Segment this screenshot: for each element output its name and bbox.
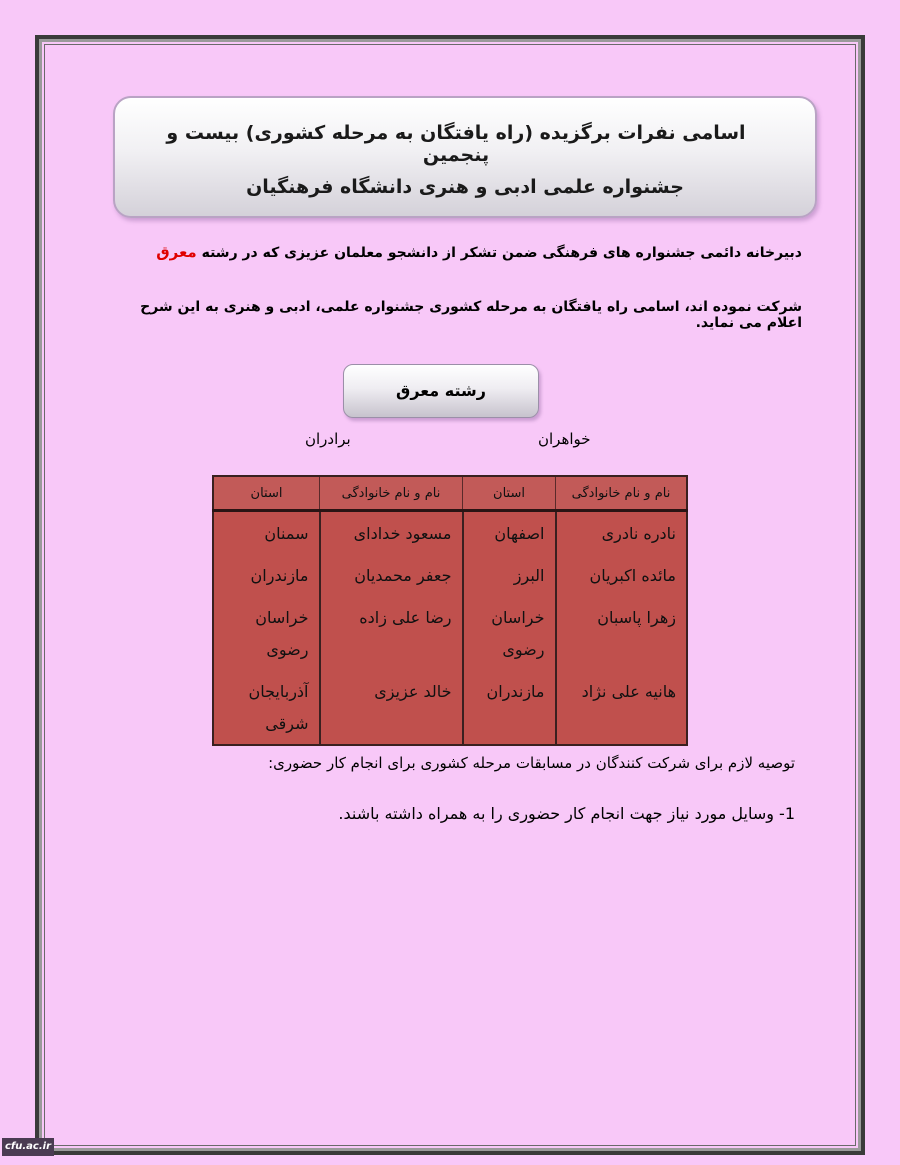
advice-heading: توصیه لازم برای شرکت کنندگان در مسابقات مرحله کشوری برای انجام کار حضوری: [268, 754, 795, 772]
winners-table [212, 475, 688, 746]
intro-paragraph-line-1 [102, 243, 802, 261]
sister-province-cell: اصفهان [463, 511, 556, 555]
site-badge[interactable]: cfu.ac.ir [2, 1138, 54, 1156]
brother-name-cell: رضا علی زاده [320, 596, 463, 670]
brother-province-cell: سمنان [213, 511, 320, 555]
brother-province-cell: آذربایجان شرقی [213, 670, 320, 745]
title-banner [113, 96, 817, 218]
sister-name-cell: زهرا پاسبان [556, 596, 688, 670]
sister-name-cell: هانیه علی نژاد [556, 670, 688, 745]
title-line-2: جشنواره علمی ادبی و هنری دانشگاه فرهنگیان [246, 176, 684, 198]
brother-name-cell: خالد عزیزی [320, 670, 463, 745]
sister-name-cell: نادره نادری [556, 511, 688, 555]
brother-province-cell: خراسان رضوی [213, 596, 320, 670]
field-label-box: رشته معرق [343, 364, 539, 418]
sister-province-cell: البرز [463, 554, 556, 596]
field-highlight: معرق [156, 243, 197, 261]
brother-name-cell: جعفر محمدیان [320, 554, 463, 596]
sister-name-cell: مائده اکبریان [556, 554, 688, 596]
table-row [213, 670, 687, 745]
group-label-brothers: برادران [305, 430, 351, 448]
intro-paragraph-line-2: شرکت نموده اند، اسامی راه یافتگان به مرحله کشوری جشنواره علمی، ادبی و هنری به این شرح اعلام می نماید. [140, 299, 802, 331]
title-line-1: اسامی نفرات برگزیده (راه یافتگان به مرحله کشوری) بیست و پنجمین [166, 122, 746, 166]
header-sister-province: استان [463, 476, 556, 511]
table-row [213, 554, 687, 596]
sister-province-cell: مازندران [463, 670, 556, 745]
brother-name-cell: مسعود خدادای [320, 511, 463, 555]
advice-item-1: 1- وسایل مورد نیاز جهت انجام کار حضوری را به همراه داشته باشند. [338, 804, 795, 823]
header-brother-province: استان [213, 476, 320, 511]
table-row [213, 511, 687, 555]
header-brother-name: نام و نام خانوادگی [320, 476, 463, 511]
brother-province-cell: مازندران [213, 554, 320, 596]
intro-text: دبیرخانه دائمی جشنواره های فرهنگی ضمن تشکر از دانشجو معلمان عزیزی که در رشته [196, 245, 802, 261]
header-sister-name: نام و نام خانوادگی [556, 476, 688, 511]
table-row [213, 596, 687, 670]
table-header-row [213, 476, 687, 511]
group-label-sisters: خواهران [538, 430, 591, 448]
sister-province-cell: خراسان رضوی [463, 596, 556, 670]
